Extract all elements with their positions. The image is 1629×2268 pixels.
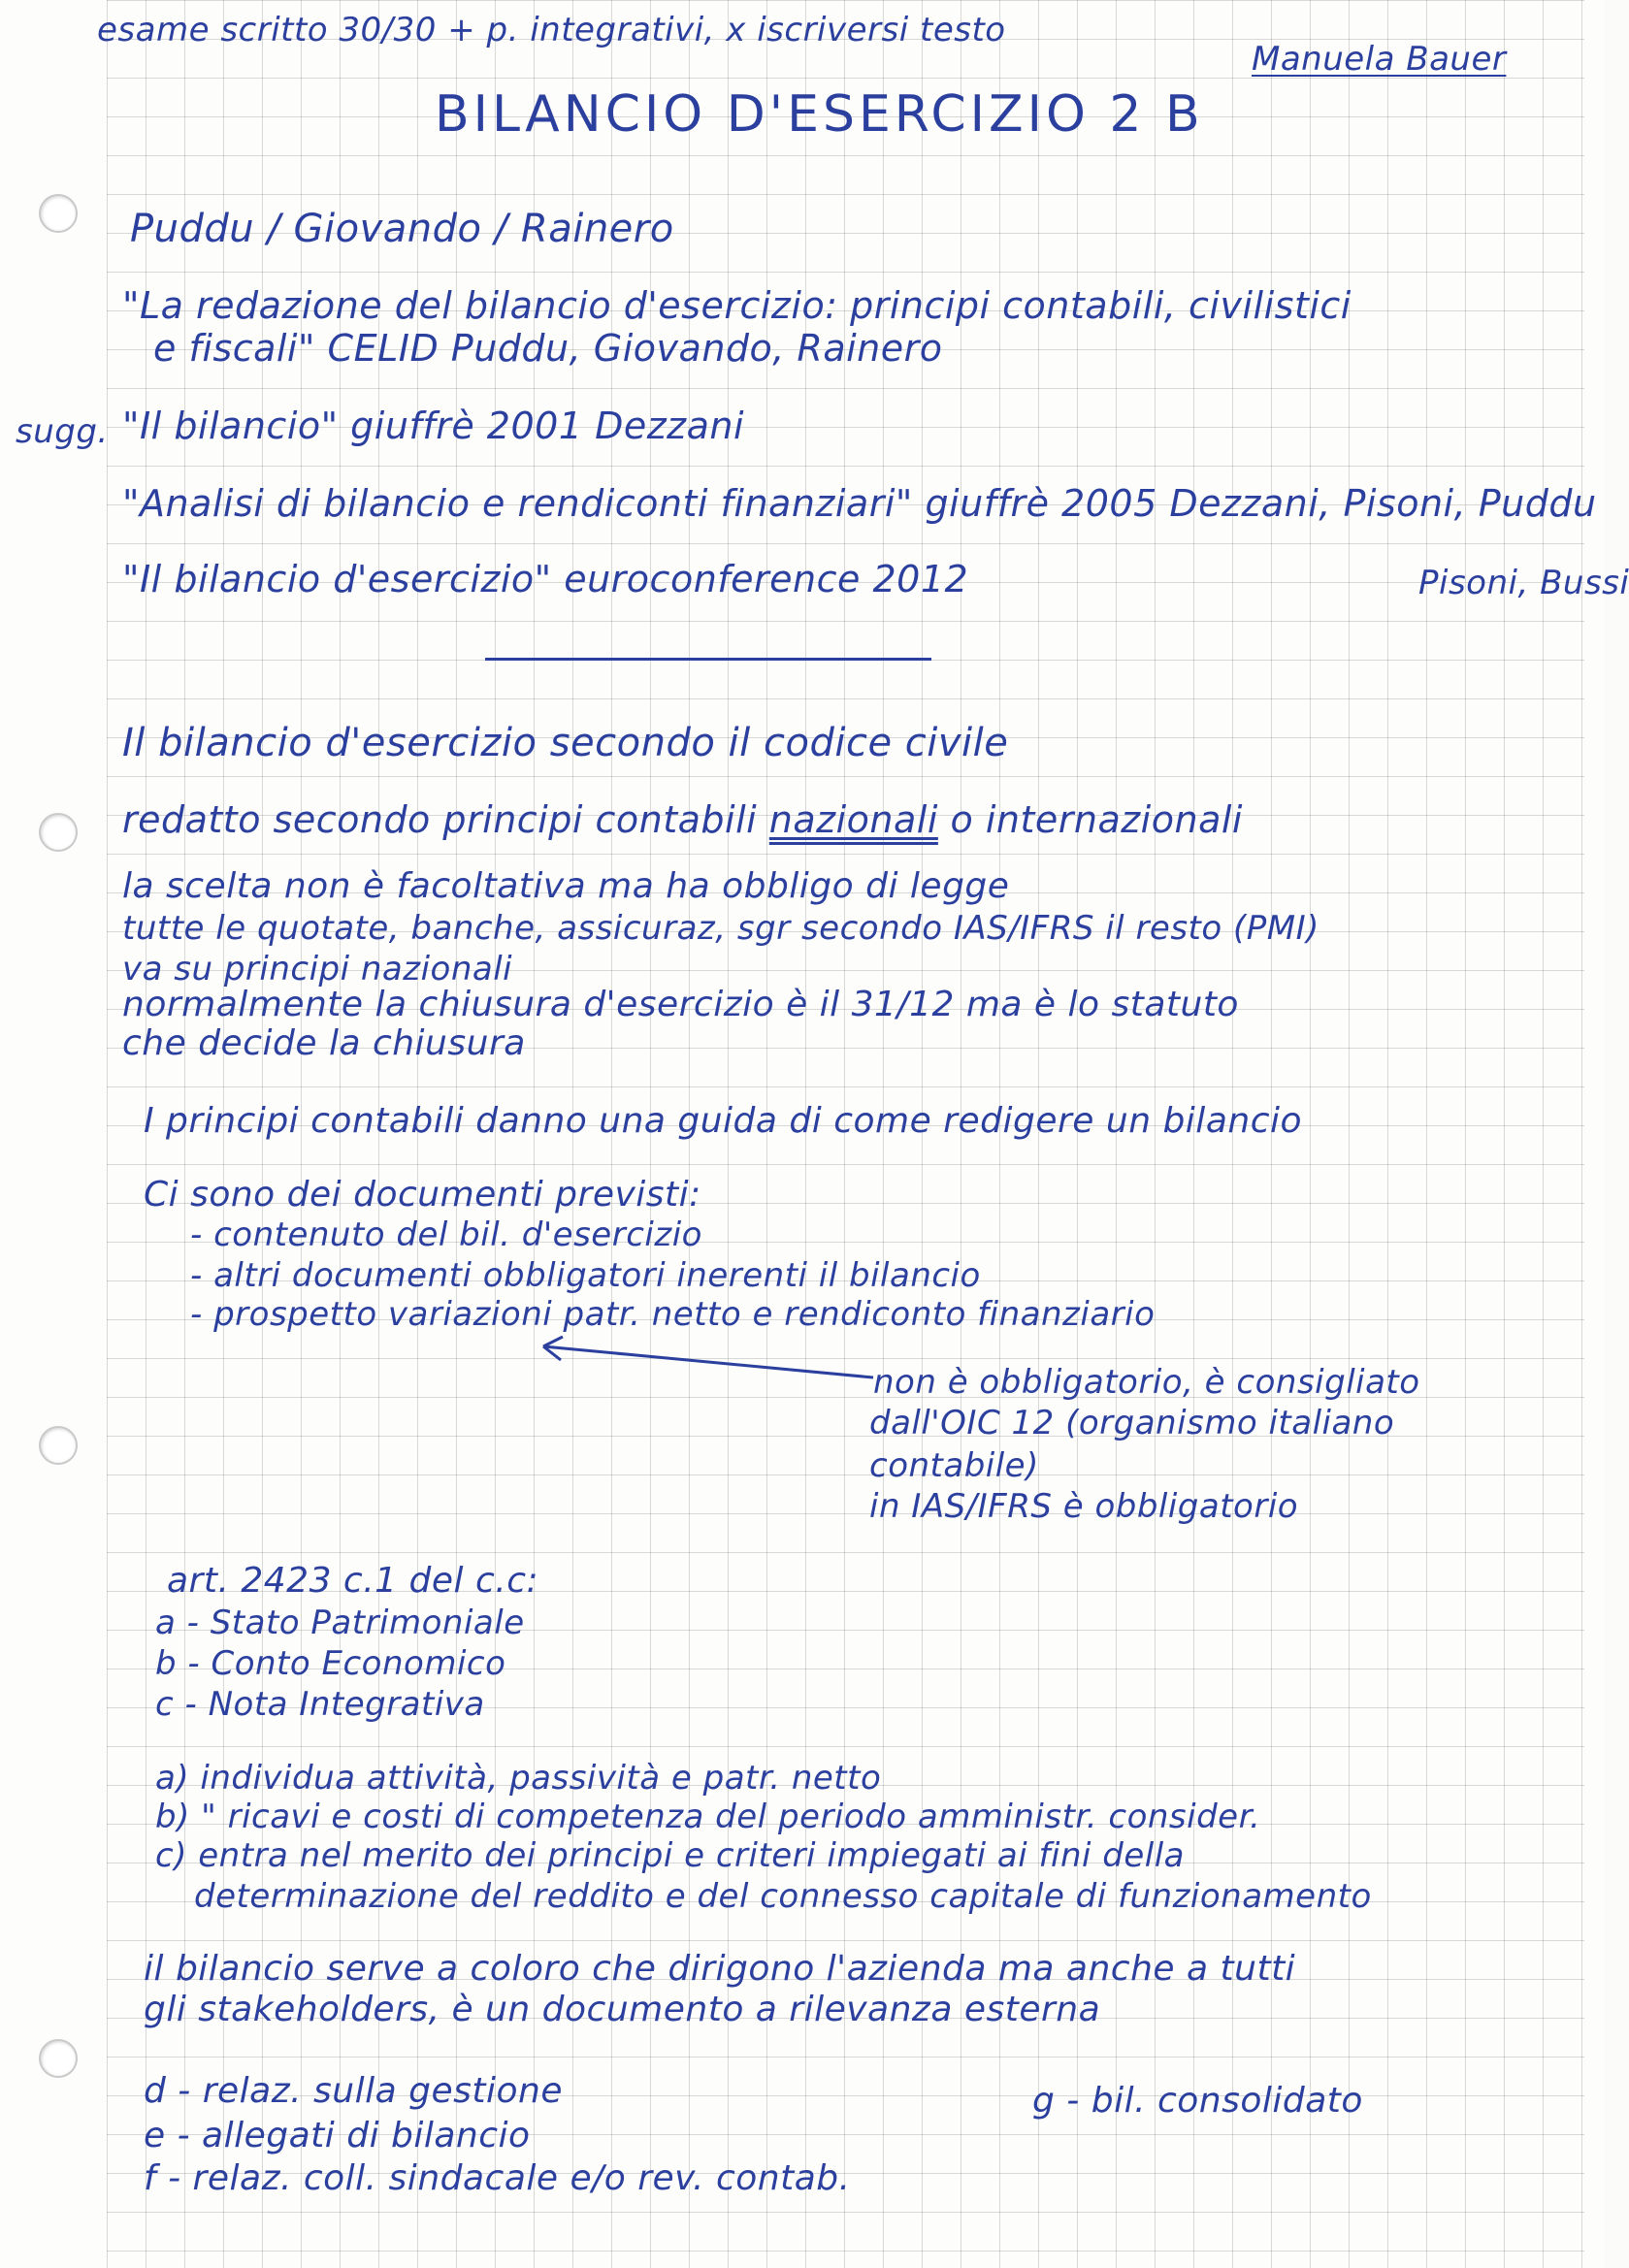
authors-line: Puddu / Giovando / Rainero [130,207,674,251]
scelta-line: va su principi nazionali [122,950,513,988]
explanation-line: determinazione del reddito e del connesso capitale di funzionamento [194,1877,1372,1916]
bib-item: "Il bilancio" giuffrè 2001 Dezzani [122,405,745,447]
scelta-line: che decide la chiusura [122,1023,526,1063]
arrow-note: dall'OIC 12 (organismo italiano [869,1404,1395,1442]
article-item: b - Conto Economico [155,1644,506,1683]
scelta-line: tutte le quotate, banche, assicuraz, sgr secondo IAS/IFRS il resto (PMI) [122,909,1319,948]
stakeholders-line: gli stakeholders, è un documento a rilevanza esterna [144,1990,1101,2029]
scelta-line: normalmente la chiusura d'esercizio è il 31/12 ma è lo statuto [122,985,1239,1024]
arrow-note: contabile) [869,1446,1039,1485]
bib-item: Pisoni, Bussi [1418,564,1629,602]
section-title: Il bilancio d'esercizio secondo il codice civile [122,721,1009,765]
explanation-line: a) individua attività, passività e patr. netto [155,1759,882,1798]
principi-prefix: redatto secondo principi contabili [122,798,758,841]
documenti-item: - contenuto del bil. d'esercizio [190,1215,702,1254]
bib-item: e fiscali" CELID Puddu, Giovando, Rainero [153,327,943,370]
principi-suffix: o internazionali [950,798,1243,841]
bib-item: "Il bilancio d'esercizio" euroconference 2012 [122,558,969,600]
bib-item: "La redazione del bilancio d'esercizio: principi contabili, civilistici [122,284,1352,327]
explanation-line: c) entra nel merito dei principi e criteri impiegati ai fini della [155,1836,1185,1875]
stakeholders-line: il bilancio serve a coloro che dirigono l'azienda ma anche a tutti [144,1949,1296,1989]
article-item: a - Stato Patrimoniale [155,1604,525,1642]
arrow-note: in IAS/IFRS è obbligatorio [869,1487,1299,1526]
documenti-intro: Ci sono dei documenti previsti: [144,1175,701,1215]
final-item: f - relaz. coll. sindacale e/o rev. contab. [144,2158,851,2198]
guida-line: I principi contabili danno una guida di come redigere un bilancio [144,1101,1303,1141]
scelta-line: la scelta non è facoltativa ma ha obbligo di legge [122,866,1010,906]
final-item-g: g - bil. consolidato [1032,2081,1363,2121]
bib-item: "Analisi di bilancio e rendiconti finanziari" giuffrè 2005 Dezzani, Pisoni, Puddu [122,482,1597,525]
margin-note: sugg. [16,412,109,451]
documenti-item: - prospetto variazioni patr. netto e rendiconto finanziario [190,1295,1156,1334]
header-note: esame scritto 30/30 + p. integrativi, x iscriversi testo [97,11,1006,49]
article-item: c - Nota Integrativa [155,1685,485,1724]
article-title: art. 2423 c.1 del c.c: [167,1561,539,1601]
author-name: Manuela Bauer [1252,40,1507,79]
final-item: d - relaz. sulla gestione [144,2071,563,2111]
arrow-note: non è obbligatorio, è consigliato [873,1363,1420,1402]
explanation-line: b) " ricavi e costi di competenza del periodo amministr. consider. [155,1798,1261,1836]
page-title: BILANCIO D'ESERCIZIO 2 B [435,85,1204,144]
documenti-item: - altri documenti obbligatori inerenti il bilancio [190,1256,981,1295]
final-item: e - allegati di bilancio [144,2116,531,2155]
principi-nazionali: nazionali [768,798,938,841]
